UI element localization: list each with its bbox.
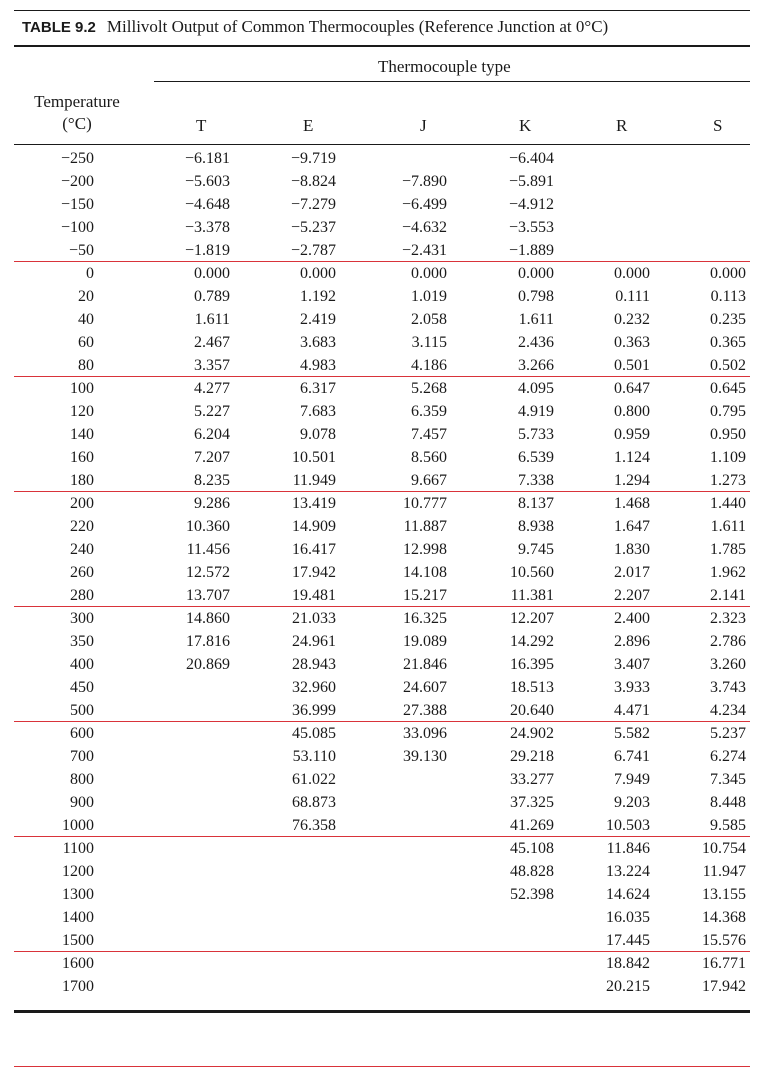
millivolt-cell-K: 4.919 bbox=[518, 403, 554, 420]
millivolt-cell-T: −1.819 bbox=[184, 242, 230, 259]
millivolt-cell-R: 2.896 bbox=[614, 633, 650, 650]
millivolt-cell-S: 0.645 bbox=[710, 380, 746, 397]
table-row bbox=[0, 929, 763, 952]
millivolt-cell-K: 8.137 bbox=[518, 495, 554, 512]
millivolt-cell-E: 1.192 bbox=[300, 288, 336, 305]
table-body bbox=[0, 147, 763, 1007]
millivolt-cell-S: 4.234 bbox=[710, 702, 746, 719]
millivolt-cell-S: 3.260 bbox=[710, 656, 746, 673]
millivolt-cell-K: 4.095 bbox=[518, 380, 554, 397]
temperature-cell: −200 bbox=[60, 173, 94, 190]
millivolt-cell-R: 3.407 bbox=[614, 656, 650, 673]
millivolt-cell-K: −6.404 bbox=[508, 150, 554, 167]
millivolt-cell-S: 5.237 bbox=[710, 725, 746, 742]
millivolt-cell-T: 4.277 bbox=[194, 380, 230, 397]
table-row bbox=[0, 814, 763, 837]
millivolt-cell-S: 16.771 bbox=[702, 955, 746, 972]
millivolt-cell-E: 14.909 bbox=[292, 518, 336, 535]
millivolt-cell-K: 2.436 bbox=[518, 334, 554, 351]
millivolt-cell-E: −7.279 bbox=[290, 196, 336, 213]
millivolt-cell-S: 6.274 bbox=[710, 748, 746, 765]
millivolt-cell-S: 2.323 bbox=[710, 610, 746, 627]
temperature-cell: 1000 bbox=[62, 817, 94, 834]
millivolt-cell-R: 2.400 bbox=[614, 610, 650, 627]
millivolt-cell-E: −9.719 bbox=[290, 150, 336, 167]
table-row bbox=[0, 285, 763, 308]
millivolt-cell-E: 28.943 bbox=[292, 656, 336, 673]
millivolt-cell-S: 17.942 bbox=[702, 978, 746, 995]
millivolt-cell-K: 37.325 bbox=[510, 794, 554, 811]
millivolt-cell-S: 0.502 bbox=[710, 357, 746, 374]
millivolt-cell-R: 16.035 bbox=[606, 909, 650, 926]
millivolt-cell-J: 16.325 bbox=[403, 610, 447, 627]
millivolt-cell-T: 7.207 bbox=[194, 449, 230, 466]
millivolt-cell-J: 15.217 bbox=[403, 587, 447, 604]
millivolt-cell-E: 9.078 bbox=[300, 426, 336, 443]
millivolt-cell-S: 1.273 bbox=[710, 472, 746, 489]
temperature-cell: 100 bbox=[70, 380, 94, 397]
group-divider bbox=[14, 491, 750, 492]
table-row bbox=[0, 860, 763, 883]
table-row bbox=[0, 492, 763, 515]
group-divider bbox=[14, 951, 750, 952]
millivolt-cell-E: 2.419 bbox=[300, 311, 336, 328]
millivolt-cell-J: 6.359 bbox=[411, 403, 447, 420]
thermocouple-type-heading: Thermocouple type bbox=[378, 57, 511, 76]
temperature-cell: 0 bbox=[86, 265, 94, 282]
table-row bbox=[0, 239, 763, 262]
millivolt-cell-T: −5.603 bbox=[184, 173, 230, 190]
temperature-cell: −50 bbox=[68, 242, 94, 259]
millivolt-cell-R: 4.471 bbox=[614, 702, 650, 719]
millivolt-cell-K: −5.891 bbox=[508, 173, 554, 190]
millivolt-cell-E: 68.873 bbox=[292, 794, 336, 811]
temperature-cell: 160 bbox=[70, 449, 94, 466]
millivolt-cell-K: 14.292 bbox=[510, 633, 554, 650]
millivolt-cell-J: 2.058 bbox=[411, 311, 447, 328]
millivolt-cell-S: 9.585 bbox=[710, 817, 746, 834]
temperature-cell: 800 bbox=[70, 771, 94, 788]
millivolt-cell-J: 39.130 bbox=[403, 748, 447, 765]
millivolt-cell-R: 1.468 bbox=[614, 495, 650, 512]
millivolt-cell-S: 3.743 bbox=[710, 679, 746, 696]
millivolt-cell-R: 2.017 bbox=[614, 564, 650, 581]
table-row bbox=[0, 791, 763, 814]
table-row bbox=[0, 883, 763, 906]
millivolt-cell-E: 17.942 bbox=[292, 564, 336, 581]
millivolt-cell-E: 61.022 bbox=[292, 771, 336, 788]
millivolt-cell-K: 0.000 bbox=[518, 265, 554, 282]
temperature-cell: 180 bbox=[70, 472, 94, 489]
table-row bbox=[0, 699, 763, 722]
millivolt-cell-S: 1.611 bbox=[710, 518, 746, 535]
millivolt-cell-S: 0.000 bbox=[710, 265, 746, 282]
millivolt-cell-K: −4.912 bbox=[508, 196, 554, 213]
table-row bbox=[0, 584, 763, 607]
table-row bbox=[0, 216, 763, 239]
millivolt-cell-E: −8.824 bbox=[290, 173, 336, 190]
millivolt-cell-S: 1.109 bbox=[710, 449, 746, 466]
millivolt-cell-E: 0.000 bbox=[300, 265, 336, 282]
millivolt-cell-T: 12.572 bbox=[186, 564, 230, 581]
millivolt-cell-J: 3.115 bbox=[411, 334, 447, 351]
temperature-cell: −150 bbox=[60, 196, 94, 213]
millivolt-cell-K: 5.733 bbox=[518, 426, 554, 443]
millivolt-cell-K: 33.277 bbox=[510, 771, 554, 788]
table-row bbox=[0, 354, 763, 377]
table-row bbox=[0, 607, 763, 630]
millivolt-cell-S: 11.947 bbox=[702, 863, 746, 880]
millivolt-cell-T: −4.648 bbox=[184, 196, 230, 213]
millivolt-cell-S: 13.155 bbox=[702, 886, 746, 903]
millivolt-cell-K: 0.798 bbox=[518, 288, 554, 305]
table-row bbox=[0, 975, 763, 998]
millivolt-cell-K: 7.338 bbox=[518, 472, 554, 489]
millivolt-cell-T: −6.181 bbox=[184, 150, 230, 167]
millivolt-cell-J: 12.998 bbox=[403, 541, 447, 558]
millivolt-cell-E: 19.481 bbox=[292, 587, 336, 604]
millivolt-cell-R: 7.949 bbox=[614, 771, 650, 788]
temperature-cell: −100 bbox=[60, 219, 94, 236]
millivolt-cell-R: 5.582 bbox=[614, 725, 650, 742]
millivolt-cell-E: 10.501 bbox=[292, 449, 336, 466]
column-header-R: R bbox=[616, 116, 628, 135]
millivolt-cell-R: 0.000 bbox=[614, 265, 650, 282]
millivolt-cell-J: 9.667 bbox=[411, 472, 447, 489]
table-row bbox=[0, 630, 763, 653]
millivolt-cell-J: 10.777 bbox=[403, 495, 447, 512]
millivolt-cell-T: 0.000 bbox=[194, 265, 230, 282]
millivolt-cell-R: 1.647 bbox=[614, 518, 650, 535]
millivolt-cell-E: 16.417 bbox=[292, 541, 336, 558]
table-row bbox=[0, 423, 763, 446]
millivolt-cell-R: 0.232 bbox=[614, 311, 650, 328]
millivolt-cell-J: −6.499 bbox=[401, 196, 447, 213]
millivolt-cell-S: 7.345 bbox=[710, 771, 746, 788]
millivolt-cell-S: 0.365 bbox=[710, 334, 746, 351]
millivolt-cell-T: 2.467 bbox=[194, 334, 230, 351]
table-row bbox=[0, 745, 763, 768]
millivolt-cell-S: 8.448 bbox=[710, 794, 746, 811]
millivolt-cell-K: 9.745 bbox=[518, 541, 554, 558]
millivolt-cell-T: 11.456 bbox=[186, 541, 230, 558]
table-number: TABLE 9.2 bbox=[22, 19, 96, 36]
millivolt-cell-R: 17.445 bbox=[606, 932, 650, 949]
column-header-T: T bbox=[196, 116, 207, 135]
top-rule bbox=[14, 10, 750, 11]
millivolt-cell-E: 76.358 bbox=[292, 817, 336, 834]
temperature-cell: 900 bbox=[70, 794, 94, 811]
millivolt-cell-E: 11.949 bbox=[292, 472, 336, 489]
temperature-cell: 200 bbox=[70, 495, 94, 512]
table-row bbox=[0, 377, 763, 400]
table-row bbox=[0, 331, 763, 354]
millivolt-cell-K: −3.553 bbox=[508, 219, 554, 236]
millivolt-cell-T: 1.611 bbox=[194, 311, 230, 328]
millivolt-cell-E: 53.110 bbox=[292, 748, 336, 765]
millivolt-cell-K: 3.266 bbox=[518, 357, 554, 374]
group-divider bbox=[14, 836, 750, 837]
millivolt-cell-R: 1.124 bbox=[614, 449, 650, 466]
millivolt-cell-R: 11.846 bbox=[606, 840, 650, 857]
millivolt-cell-K: −1.889 bbox=[508, 242, 554, 259]
group-divider bbox=[14, 376, 750, 377]
temperature-heading-unit: (°C) bbox=[62, 114, 92, 133]
millivolt-cell-J: 14.108 bbox=[403, 564, 447, 581]
table-row bbox=[0, 469, 763, 492]
temperature-cell: 140 bbox=[70, 426, 94, 443]
millivolt-cell-R: 0.111 bbox=[615, 288, 650, 305]
table-row bbox=[0, 561, 763, 584]
millivolt-cell-R: 1.294 bbox=[614, 472, 650, 489]
millivolt-cell-S: 15.576 bbox=[702, 932, 746, 949]
millivolt-cell-T: 10.360 bbox=[186, 518, 230, 535]
group-divider bbox=[14, 606, 750, 607]
millivolt-cell-T: 13.707 bbox=[186, 587, 230, 604]
millivolt-cell-J: 4.186 bbox=[411, 357, 447, 374]
millivolt-cell-S: 1.785 bbox=[710, 541, 746, 558]
millivolt-cell-E: 7.683 bbox=[300, 403, 336, 420]
millivolt-cell-J: 1.019 bbox=[411, 288, 447, 305]
millivolt-cell-T: 0.789 bbox=[194, 288, 230, 305]
temperature-cell: 700 bbox=[70, 748, 94, 765]
millivolt-cell-S: 14.368 bbox=[702, 909, 746, 926]
millivolt-cell-S: 0.950 bbox=[710, 426, 746, 443]
millivolt-cell-K: 1.611 bbox=[518, 311, 554, 328]
millivolt-cell-E: −5.237 bbox=[290, 219, 336, 236]
temperature-cell: 400 bbox=[70, 656, 94, 673]
temperature-cell: 240 bbox=[70, 541, 94, 558]
millivolt-cell-J: −4.632 bbox=[401, 219, 447, 236]
temperature-cell: 40 bbox=[78, 311, 94, 328]
millivolt-cell-J: 8.560 bbox=[411, 449, 447, 466]
millivolt-cell-S: 1.440 bbox=[710, 495, 746, 512]
millivolt-cell-T: 8.235 bbox=[194, 472, 230, 489]
millivolt-cell-R: 18.842 bbox=[606, 955, 650, 972]
temperature-cell: 120 bbox=[70, 403, 94, 420]
temperature-cell: 20 bbox=[78, 288, 94, 305]
temperature-cell: 260 bbox=[70, 564, 94, 581]
millivolt-cell-R: 9.203 bbox=[614, 794, 650, 811]
millivolt-cell-E: 4.983 bbox=[300, 357, 336, 374]
temperature-cell: 1100 bbox=[62, 840, 94, 857]
table-row bbox=[0, 952, 763, 975]
temperature-cell: 450 bbox=[70, 679, 94, 696]
millivolt-cell-T: 20.869 bbox=[186, 656, 230, 673]
millivolt-cell-K: 29.218 bbox=[510, 748, 554, 765]
millivolt-cell-K: 6.539 bbox=[518, 449, 554, 466]
temperature-cell: 80 bbox=[78, 357, 94, 374]
header-rule bbox=[14, 144, 750, 145]
millivolt-cell-K: 45.108 bbox=[510, 840, 554, 857]
millivolt-cell-R: 0.501 bbox=[614, 357, 650, 374]
millivolt-cell-R: 2.207 bbox=[614, 587, 650, 604]
temperature-cell: 600 bbox=[70, 725, 94, 742]
group-divider bbox=[14, 721, 750, 722]
millivolt-cell-J: 21.846 bbox=[403, 656, 447, 673]
temperature-cell: 1700 bbox=[62, 978, 94, 995]
table-row bbox=[0, 170, 763, 193]
millivolt-cell-S: 0.795 bbox=[710, 403, 746, 420]
millivolt-cell-K: 20.640 bbox=[510, 702, 554, 719]
temperature-cell: 280 bbox=[70, 587, 94, 604]
temperature-cell: 1200 bbox=[62, 863, 94, 880]
temperature-heading bbox=[12, 91, 142, 135]
millivolt-cell-R: 0.363 bbox=[614, 334, 650, 351]
millivolt-cell-R: 20.215 bbox=[606, 978, 650, 995]
millivolt-cell-E: 45.085 bbox=[292, 725, 336, 742]
column-header-J: J bbox=[420, 116, 427, 135]
table-row bbox=[0, 193, 763, 216]
millivolt-cell-S: 2.786 bbox=[710, 633, 746, 650]
temperature-cell: 1600 bbox=[62, 955, 94, 972]
millivolt-cell-K: 16.395 bbox=[510, 656, 554, 673]
table-row bbox=[0, 147, 763, 170]
millivolt-cell-J: 7.457 bbox=[411, 426, 447, 443]
millivolt-cell-E: 24.961 bbox=[292, 633, 336, 650]
millivolt-cell-S: 1.962 bbox=[710, 564, 746, 581]
millivolt-cell-K: 11.381 bbox=[510, 587, 554, 604]
table-row bbox=[0, 837, 763, 860]
millivolt-cell-E: −2.787 bbox=[290, 242, 336, 259]
millivolt-cell-E: 32.960 bbox=[292, 679, 336, 696]
table-row bbox=[0, 722, 763, 745]
millivolt-cell-J: 5.268 bbox=[411, 380, 447, 397]
millivolt-cell-K: 24.902 bbox=[510, 725, 554, 742]
table-row bbox=[0, 676, 763, 699]
temperature-cell: 60 bbox=[78, 334, 94, 351]
table-row bbox=[0, 906, 763, 929]
millivolt-cell-E: 3.683 bbox=[300, 334, 336, 351]
millivolt-cell-J: 11.887 bbox=[403, 518, 447, 535]
column-header-E: E bbox=[303, 116, 314, 135]
millivolt-cell-S: 0.235 bbox=[710, 311, 746, 328]
table-row bbox=[0, 515, 763, 538]
millivolt-cell-T: 5.227 bbox=[194, 403, 230, 420]
table-title bbox=[22, 17, 608, 37]
millivolt-cell-T: −3.378 bbox=[184, 219, 230, 236]
millivolt-cell-R: 0.959 bbox=[614, 426, 650, 443]
temperature-cell: 350 bbox=[70, 633, 94, 650]
millivolt-cell-S: 10.754 bbox=[702, 840, 746, 857]
table-row bbox=[0, 768, 763, 791]
bottom-rule bbox=[14, 1010, 750, 1013]
temperature-cell: 1300 bbox=[62, 886, 94, 903]
millivolt-cell-K: 18.513 bbox=[510, 679, 554, 696]
millivolt-cell-E: 21.033 bbox=[292, 610, 336, 627]
millivolt-cell-E: 36.999 bbox=[292, 702, 336, 719]
millivolt-cell-R: 0.647 bbox=[614, 380, 650, 397]
millivolt-cell-J: 24.607 bbox=[403, 679, 447, 696]
millivolt-cell-R: 14.624 bbox=[606, 886, 650, 903]
title-rule bbox=[14, 45, 750, 47]
column-header-K: K bbox=[519, 116, 532, 135]
column-header-S: S bbox=[713, 116, 723, 135]
millivolt-cell-R: 1.830 bbox=[614, 541, 650, 558]
table-row bbox=[0, 400, 763, 423]
millivolt-cell-T: 9.286 bbox=[194, 495, 230, 512]
type-heading-rule bbox=[154, 81, 750, 82]
table-row bbox=[0, 308, 763, 331]
millivolt-cell-T: 17.816 bbox=[186, 633, 230, 650]
temperature-cell: −250 bbox=[60, 150, 94, 167]
table-row bbox=[0, 446, 763, 469]
table-row bbox=[0, 538, 763, 561]
millivolt-cell-S: 0.113 bbox=[710, 288, 746, 305]
millivolt-cell-J: −7.890 bbox=[401, 173, 447, 190]
millivolt-cell-R: 10.503 bbox=[606, 817, 650, 834]
table-row bbox=[0, 653, 763, 676]
millivolt-cell-R: 13.224 bbox=[606, 863, 650, 880]
millivolt-cell-E: 13.419 bbox=[292, 495, 336, 512]
millivolt-cell-K: 52.398 bbox=[510, 886, 554, 903]
millivolt-cell-J: −2.431 bbox=[401, 242, 447, 259]
group-divider bbox=[14, 261, 750, 262]
millivolt-cell-J: 33.096 bbox=[403, 725, 447, 742]
millivolt-cell-T: 3.357 bbox=[194, 357, 230, 374]
millivolt-cell-K: 12.207 bbox=[510, 610, 554, 627]
temperature-cell: 500 bbox=[70, 702, 94, 719]
millivolt-cell-J: 19.089 bbox=[403, 633, 447, 650]
table-caption: Millivolt Output of Common Thermocouples (Reference Junction at 0°C) bbox=[106, 17, 609, 36]
temperature-cell: 300 bbox=[70, 610, 94, 627]
temperature-heading-line1: Temperature bbox=[34, 92, 120, 111]
millivolt-cell-R: 6.741 bbox=[614, 748, 650, 765]
millivolt-cell-K: 8.938 bbox=[518, 518, 554, 535]
millivolt-cell-K: 48.828 bbox=[510, 863, 554, 880]
table-row bbox=[0, 262, 763, 285]
millivolt-cell-R: 0.800 bbox=[614, 403, 650, 420]
temperature-cell: 220 bbox=[70, 518, 94, 535]
millivolt-cell-J: 27.388 bbox=[403, 702, 447, 719]
temperature-cell: 1500 bbox=[62, 932, 94, 949]
temperature-cell: 1400 bbox=[62, 909, 94, 926]
millivolt-cell-R: 3.933 bbox=[614, 679, 650, 696]
millivolt-cell-K: 10.560 bbox=[510, 564, 554, 581]
millivolt-cell-K: 41.269 bbox=[510, 817, 554, 834]
millivolt-cell-J: 0.000 bbox=[411, 265, 447, 282]
millivolt-cell-T: 14.860 bbox=[186, 610, 230, 627]
millivolt-cell-E: 6.317 bbox=[300, 380, 336, 397]
millivolt-cell-S: 2.141 bbox=[710, 587, 746, 604]
millivolt-cell-T: 6.204 bbox=[194, 426, 230, 443]
